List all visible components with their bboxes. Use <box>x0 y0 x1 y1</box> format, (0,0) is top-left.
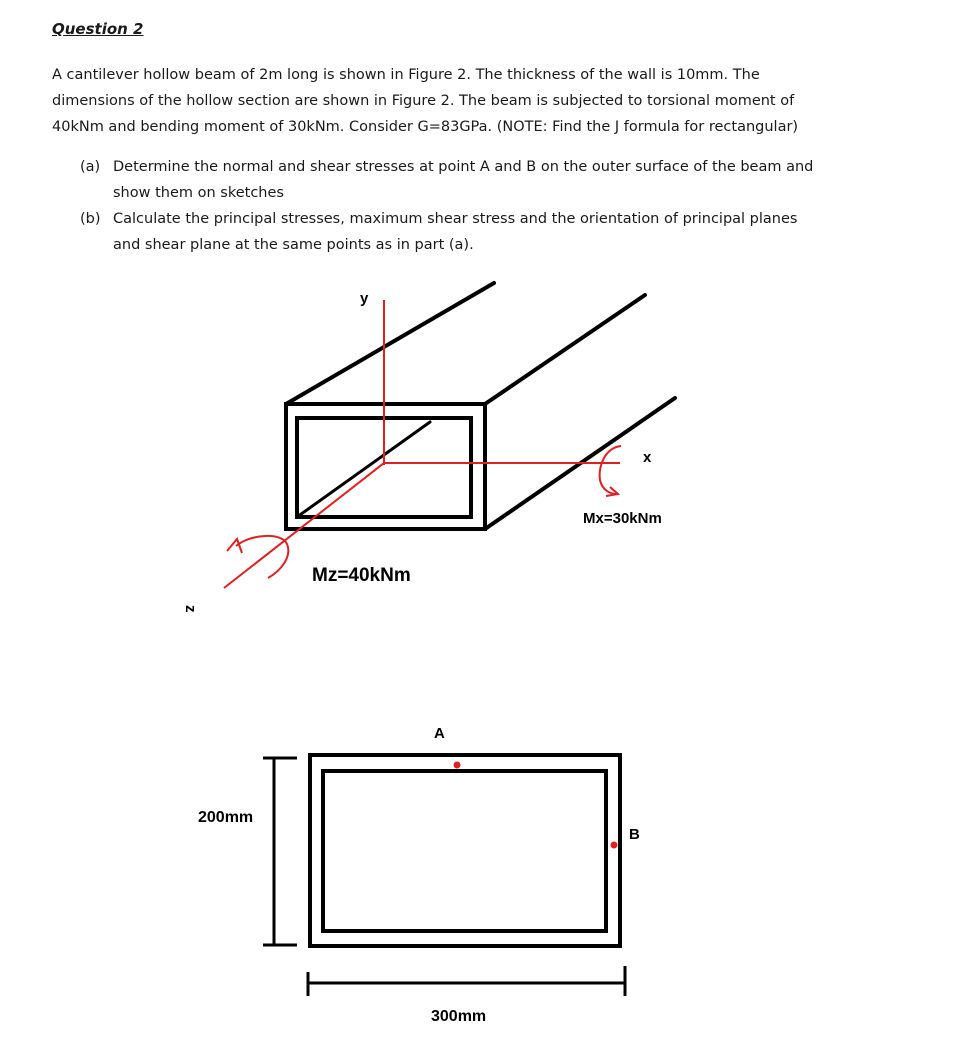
section-outer <box>310 755 620 946</box>
part-a-line: show them on sketches <box>113 185 284 201</box>
paragraph-line: A cantilever hollow beam of 2m long is shown in Figure 2. The thickness of the wall is 10mm. The <box>52 67 760 83</box>
width-dim-label: 300mm <box>431 1008 487 1025</box>
beam-inner-edge <box>297 422 430 517</box>
height-dimension <box>263 758 297 945</box>
mz-label: Mz=40kNm <box>312 565 411 586</box>
mx-label: Mx=30kNm <box>583 510 662 527</box>
z-axis-label: z <box>182 605 199 613</box>
height-dim-label: 200mm <box>198 809 254 826</box>
section-inner <box>323 771 606 931</box>
question-heading: Question 2 <box>52 20 144 38</box>
beam-outer-face <box>286 404 485 529</box>
paragraph-line: 40kNm and bending moment of 30kNm. Consider G=83GPa. (NOTE: Find the J formula for rectangular) <box>52 119 799 135</box>
beam-edge-top-right <box>485 295 645 404</box>
point-a-marker <box>454 762 461 769</box>
cross-section <box>310 755 620 946</box>
mz-arrowhead <box>227 539 242 553</box>
y-axis-label: y <box>360 290 369 307</box>
part-b-line: Calculate the principal stresses, maximum shear stress and the orientation of principal planes <box>113 211 798 227</box>
part-b-line: and shear plane at the same points as in part (a). <box>113 237 474 253</box>
point-a-label: A <box>434 725 445 742</box>
point-b-label: B <box>629 826 640 843</box>
beam-edge-top-left <box>286 283 494 404</box>
point-b-marker <box>611 842 618 849</box>
part-a-line: Determine the normal and shear stresses at point A and B on the outer surface of the beam and <box>113 159 814 175</box>
x-axis-label: x <box>643 449 652 466</box>
paragraph-line: dimensions of the hollow section are shown in Figure 2. The beam is subjected to torsional moment of <box>52 93 795 109</box>
axes <box>224 300 621 588</box>
width-dimension <box>308 966 625 996</box>
part-a-label: (a) <box>80 159 101 175</box>
part-b-label: (b) <box>80 211 101 227</box>
